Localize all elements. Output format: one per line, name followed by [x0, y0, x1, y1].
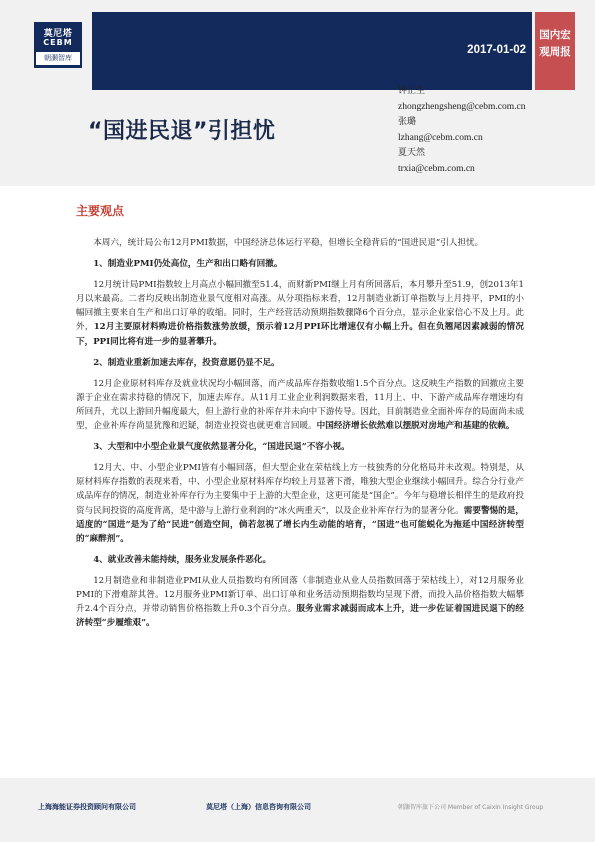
logo-sub-text: 朝灏智库 — [36, 52, 80, 65]
point-paragraph — [76, 278, 524, 348]
point-bold-text: 12月主要原材料购进价格指数涨势放缓，预示着12月PPI环比增速仅有小幅上升。但在负翘尾因素减弱的情况下，PPI同比将有进一步的显著攀升。 — [76, 322, 524, 347]
author-list — [398, 84, 525, 177]
point-heading: 1、制造业PMI仍处高位，生产和出口略有回撤。 — [93, 259, 283, 270]
author-email[interactable]: trxia@cebm.com.cn — [398, 163, 475, 174]
point-paragraph — [76, 461, 524, 546]
point-bold-text: 中国经济增长依然难以摆脱对房地产和基建的依赖。 — [316, 421, 515, 432]
header-top-bar — [92, 12, 532, 90]
point-bold-text: 需要警惕的是，适度的“国进”是为了给“民进”创造空间，倘若忽视了增长内生动能的培育，“国进”也可能蜕化为拖延中国经济转型的“麻醉剂”。 — [76, 505, 524, 544]
point-text: 12月企业原材料库存及就业状况均小幅回落，而产成品库存指数收缩1.5个百分点。这反映生产指数的回撤应主要源于企业在需求持稳的情况下，加速去库存。从11月工业企业利润数据来看，11月上、中、下游产成品库存增速均有所回升，尤以上游回升幅度最大，但上游行业的补库存并未向中下游传导。因此，目前制造业全面补库存的局面尚未成型，企业补库存尚显犹豫和迟疑，制造业投资也就更难言回暖。 — [76, 378, 524, 432]
footer-member-note: 朝灏智库旗下公司 Member of Caixin Insight Group — [398, 804, 544, 811]
point-paragraph — [76, 377, 524, 433]
point-text: 12月统计局PMI指数较上月高点小幅回撤至51.4，而财新PMI继上月有所回落后，本月攀升至51.9，创2013年1月以来最高。二者均反映出制造业景气度相对高涨。从分项指标来看，12月制造业新订单指数与上月持平，PMI的小幅回撤主要来自生产和出口订单的收缩。同时，生产经营活动预期指数骤降6个百分点，显示企业家信心不及上月。此外， — [76, 280, 524, 333]
author-name: 夏天然 — [398, 148, 426, 158]
footer-company-mid: 莫尼塔（上海）信息咨询有限公司 — [206, 803, 311, 811]
point-bold-text: 服务业需求减弱而成本上升，进一步佐证着国进民退下的经济转型“步履维艰”。 — [76, 604, 524, 629]
point-text: 12月制造业和非制造业PMI从业人员指数均有所回落（非制造业从业人员指数回落于荣枯线上），对12月服务业PMI的下滑难辞其咎。12月服务业PMI新订单、出口订单和业务活动预期指数均呈现下滑，而投入品价格指数大幅攀升2.4个百分点，并带动销售价格指数上升0.3个百分点。 — [76, 575, 524, 615]
report-type-line2: 观周报 — [539, 46, 571, 58]
report-type-line1: 国内宏 — [539, 29, 571, 41]
report-type-badge — [535, 12, 575, 90]
point-text: 12月大、中、小型企业PMI皆有小幅回落，但大型企业在荣枯线上方一枝独秀的分化格局并未改观。特别是，从原材料库存指数的表现来看，中、小型企业原材料库存均较上月显著下滑，唯独大型企业继续小幅回升。综合分行业产成品库存的情况，制造业补库存行为主要集中于上游的大型企业，这更可能是“国企”。今年与稳增长相伴生的是政府投资与民间投资的高度背离，是中游与上游行业利润的“冰火两重天”，以及企业补库存行为的显著分化。 — [76, 463, 524, 516]
point-heading: 2、制造业重新加速去库存，投资意愿仍显不足。 — [93, 357, 280, 368]
page-footer — [0, 778, 595, 842]
author-email[interactable]: zhongzhengsheng@cebm.com.cn — [398, 101, 526, 112]
header-band — [0, 0, 595, 186]
report-date: 2017-01-02 — [467, 44, 526, 56]
author-name: 钟正生 — [398, 86, 426, 96]
logo-en-text: CEBM — [43, 38, 73, 47]
page-title: “国进民退”引担忧 — [88, 119, 276, 144]
intro-paragraph: 本周六，统计局公布12月PMI数据，中国经济总体运行平稳，但增长全稳背后的“国进民退”引人担忧。 — [93, 238, 484, 248]
point-paragraph — [76, 574, 524, 630]
point-heading: 3、大型和中小型企业景气度依然显著分化，“国进民退”不容小视。 — [93, 442, 350, 453]
footer-company-left: 上海海能证券投资顾问有限公司 — [38, 803, 136, 811]
author-email[interactable]: lzhang@cebm.com.cn — [398, 132, 483, 143]
main-content — [76, 236, 524, 637]
author-name: 张璐 — [398, 117, 417, 127]
point-heading: 4、就业改善未能持续，服务业发展条件恶化。 — [93, 554, 272, 565]
logo-cn-text: 莫尼塔 — [43, 29, 73, 39]
company-logo — [34, 22, 82, 68]
section-title: 主要观点 — [76, 204, 125, 218]
